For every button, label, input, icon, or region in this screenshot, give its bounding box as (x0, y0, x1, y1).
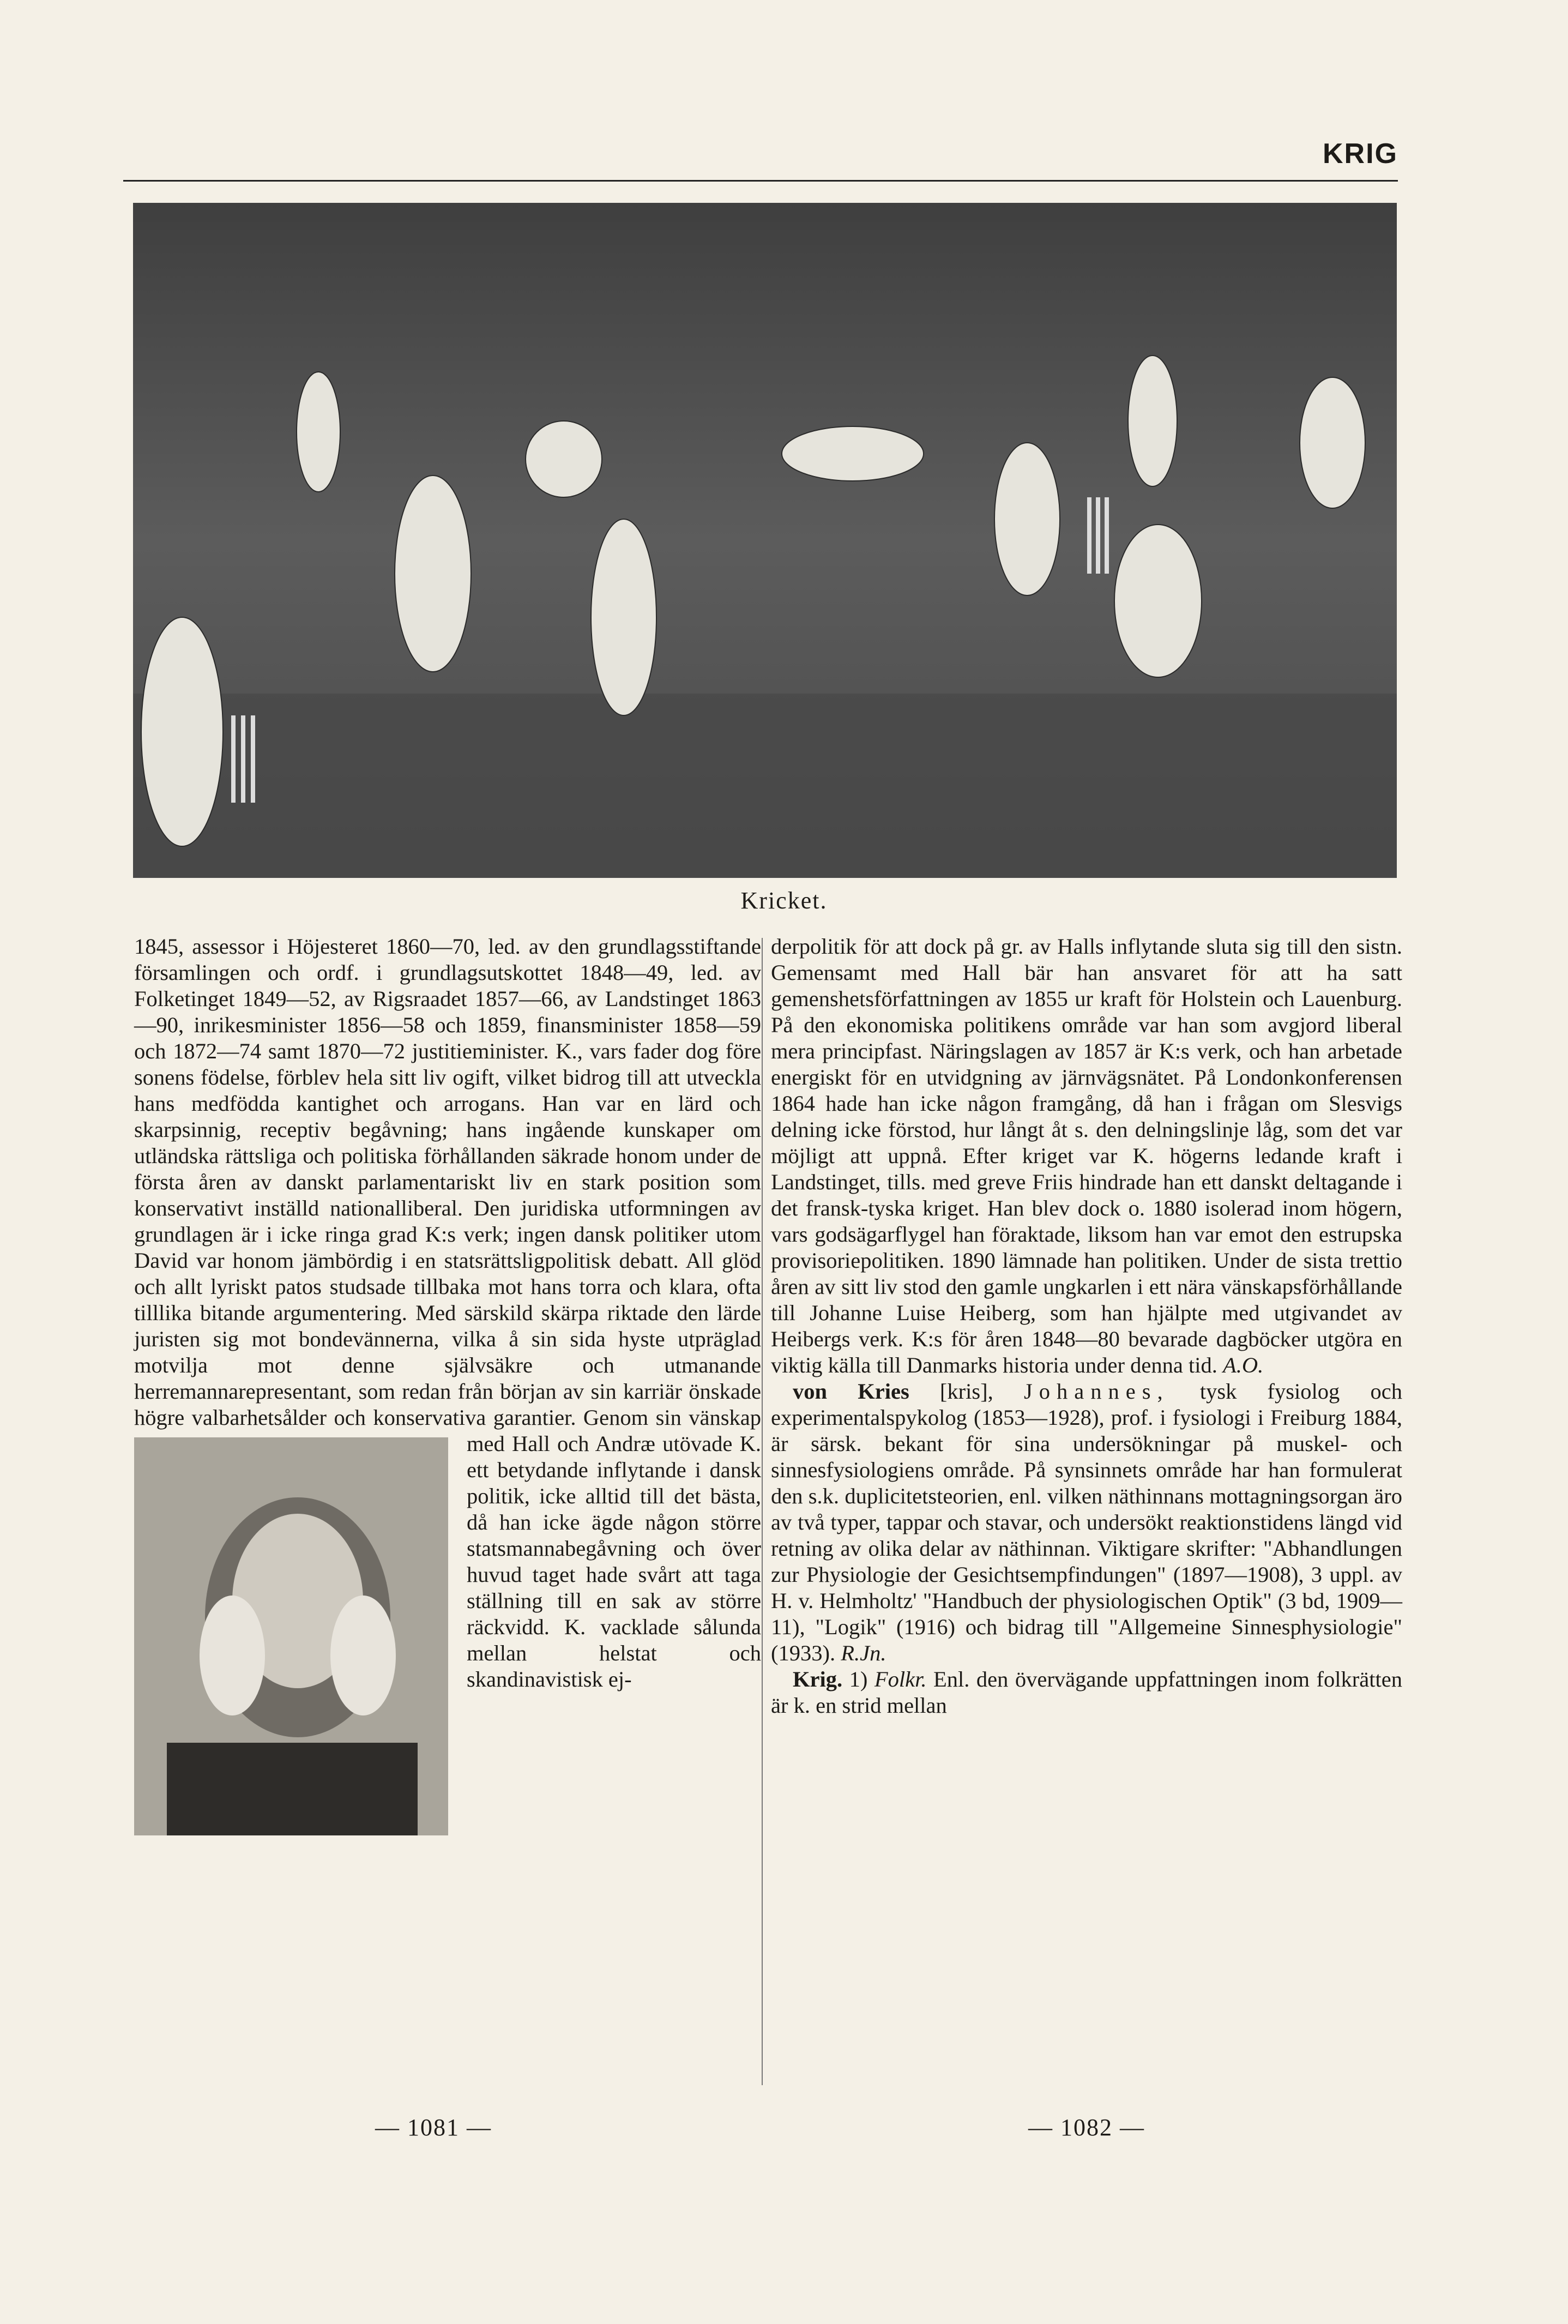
cricket-photo-image (133, 203, 1397, 878)
left-column-text (134, 934, 761, 1693)
cricket-photo (133, 203, 1397, 878)
kries-given-name: Johannes, (1024, 1379, 1169, 1404)
figure-caption: Kricket. (740, 887, 828, 914)
left-column (134, 934, 761, 2088)
kries-pronunciation: [kris], (909, 1379, 1024, 1404)
entry-krig (771, 1666, 1402, 1719)
left-text-part2: rantier. Genom sin vänskap med Hall och Andræ utövade K. ett betydande inflytande i dansk politik, icke alltid till det bästa, då han icke ägde någon större statsmannabegåvning och över huvud taget hade svårt att taga ställning till en sak av större räckvidd. K. vacklade sålunda mellan helstat och skandinavistisk ej- (467, 1405, 761, 1691)
page-number-right: — 1082 — (1028, 2114, 1145, 2141)
krig-subject: Folkr. (874, 1667, 927, 1691)
krig-sense-number: 1) (842, 1667, 875, 1691)
entry-head-kries: von Kries (793, 1379, 909, 1404)
krig-text: Enl. den övervägande uppfattningen inom folkrätten är k. en strid mellan (771, 1667, 1402, 1718)
portrait-image (134, 1437, 448, 1835)
page-number-left: — 1081 — (375, 2114, 492, 2141)
right-column (771, 934, 1402, 1719)
entry-kries (771, 1378, 1402, 1666)
paragraph-krieger-cont (771, 934, 1402, 1378)
entry-head-krig: Krig. (793, 1667, 843, 1691)
author-signature: A.O. (1222, 1353, 1264, 1377)
portrait-float (134, 1437, 453, 1842)
portrait-photo (134, 1437, 448, 1835)
running-header: KRIG (1323, 138, 1398, 170)
krieger-text: derpolitik för att dock på gr. av Halls inflytande sluta sig till den sistn. Gemensamt med Hall bär han ansvaret för att ha satt gemenshetsförfattningen av 1855 ur kraft för Holstein och Lauenburg. På den ekonomiska politikens område var han som avgjord liberal mera principfast. Näringslagen av 1857 är K:s verk, och han arbetade energiskt för en utvidgning av järnvägsnätet. På Londonkonferensen 1864 hade han icke någon framgång, då han i frågan om Slesvigs delning icke förstod, hur långt åt s. den delningslinje låg, som det var möjligt att uppnå. Efter kriget var K. högerns ledande kraft i Landstinget, tills. med greve Friis hindrade han ett danskt deltagande i det fransk-tyska kriget. Han blev dock o. 1880 isolerad inom högern, vars godsägarflygel han föraktade, liksom han var emot den estrupska provisoriepolitiken. 1890 lämnade han politiken. Under de sista trettio åren av sitt liv stod den gamle ungkarlen i ett nära vänskapsförhållande till Johanne Luise Heiberg, som han hjälpte med utgivandet av Heibergs verk. K:s för åren 1848—80 bevarade dagböcker utgöra en viktig källa till Danmarks historia under denna tid. (771, 934, 1402, 1377)
kries-text: tysk fysiolog och experimentalspykolog (1853—1928), prof. i fysiologi i Freiburg 1884, är särsk. bekant för sina undersökningar på muskel- och sinnesfysiologiens område. På synsinnets område har han formulerat den s.k. duplicitetsteorien, enl. vilken näthinnans mottagningsorgan äro av två typer, tappar och stavar, och undersökt reaktionstidens längd vid retning av olika delar av näthinnan. Viktigare skrifter: "Abhandlungen zur Physiologie der Gesichtsempfindungen" (1897—1908), 3 uppl. av H. v. Helmholtz' "Handbuch der physiologischen Optik" (3 bd, 1909—11), "Logik" (1916) och bidrag till "Allgemeine Sinnesphysiologie" (1933). (771, 1379, 1402, 1665)
left-text-part1: 1845, assessor i Höjesteret 1860—70, led. av den grundlagsstiftande församlingen och ordf. i grundlagsutskottet 1848—49, led. av Folketinget 1849—52, av Rigsraadet 1857—66, av Landstinget 1863—90, inrikesminister 1856—58 och 1859, finansminister 1858—59 och 1872—74 samt 1870—72 justitieminister. K., vars fader dog före sonens födelse, förblev hela sitt liv ogift, vilket bidrog till att utveckla hans medfödda kantighet och arrogans. Han var en lärd och skarpsinnig, receptiv begåvning; hans ingående kunskaper om utländska rättsliga och politiska förhållanden säkrade honom under de första åren av danskt parlamentariskt liv en stark position som konservativt inställd nationalliberal. Den juridiska utformningen av grundlagen är i icke ringa grad K:s verk; ingen dansk politiker utom David var honom jämbördig i en statsrättsligpolitisk debatt. All glöd och allt lyriskt patos studsade tillbaka mot hans torra och klara, ofta tilllika bitande argumentering. Med särskild skärpa riktade den lärde juristen sig mot bondevännerna, vilka å sin sida hyste utpräglad motvilja mot denne självsäkre och utmanande herremannarepresentant, som redan från början av sin karriär önskade högre valbarhetsålder och konservativa ga (134, 934, 761, 1430)
column-divider (762, 938, 763, 2085)
header-rule (123, 180, 1398, 182)
author-signature: R.Jn. (841, 1641, 886, 1665)
